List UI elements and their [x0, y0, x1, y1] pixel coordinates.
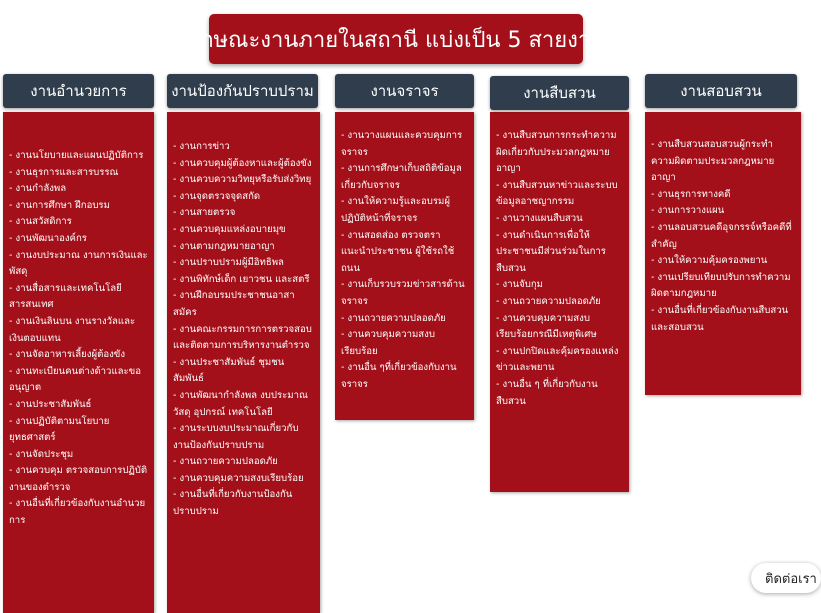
- task-item: - งานการวางแผน: [651, 205, 725, 217]
- task-item: - งานควบคุมแหล่งอบายมุข: [173, 223, 286, 235]
- task-item: - งานเงินลินบน งานรางวัลและเงินตอบแทน: [9, 315, 136, 344]
- task-item: - งานควบคุมความสงบเรียบร้อยกรณีมีเหตุพิเศษ: [496, 312, 597, 341]
- column-header-crime-prevention: งานป้องกันปราบปราม: [167, 74, 318, 108]
- administration-task-list: [9, 148, 148, 530]
- task-item: - งานควบคุมความสงบเรียบร้อย: [173, 472, 304, 484]
- column-header-traffic: งานจราจร: [335, 74, 474, 108]
- task-item: - งานอื่น ๆ ที่เกี่ยวกับงานสืบสวน: [496, 378, 598, 407]
- task-item: - งานฝึกอบรมประชาชนอาสาสมัคร: [173, 290, 295, 318]
- investigation-task-list: [496, 128, 623, 410]
- task-item: - งานการศึกษา ฝึกอบรม: [9, 199, 110, 211]
- task-item: - งานถวายความปลอดภัย: [341, 312, 446, 324]
- task-item: - งานการข่าว: [173, 141, 230, 152]
- task-item: - งานถวายความปลอดภัย: [173, 456, 278, 468]
- column-body-crime-prevention: [167, 112, 320, 613]
- task-item: - งานจับกุม: [496, 279, 543, 291]
- task-item: - งานลอบสวนคดีอุจกรรจ์หรือคดีที่สำคัญ: [651, 221, 792, 250]
- column-header-inquiry: งานสอบสวน: [645, 74, 797, 108]
- task-item: - งานพัฒนาองค์กร: [9, 232, 87, 244]
- column-body-inquiry: [645, 112, 801, 395]
- column-header-administration: งานอำนวยการ: [3, 74, 154, 108]
- task-item: - งานให้ความคุ้มครองพยาน: [651, 255, 768, 267]
- contact-us-button[interactable]: ติดต่อเรา: [751, 563, 821, 593]
- task-item: - งานอื่น ๆที่เกี่ยวข้องกับงานจราจร: [341, 362, 457, 390]
- task-item: - งานพิทักษ์เด็ก เยาวชน และสตรี: [173, 273, 310, 285]
- task-item: - งานสายตรวจ: [173, 207, 236, 219]
- crime-prevention-task-list: [173, 139, 314, 521]
- task-item: - งานปกปิดและคุ้มครองแหล่งข่าวและพยาน: [496, 345, 619, 374]
- task-item: - งานเก็บรวบรวมข่าวสารด้านจราจร: [341, 279, 465, 307]
- task-item: - งานสืบสวนหาข่าวและระบบข้อมูลอาชญากรรม: [496, 179, 618, 208]
- task-item: - งานควบคุมผู้ต้องหาและผู้ต้องขัง: [173, 157, 312, 169]
- column-body-traffic: [335, 112, 474, 420]
- task-item: - งานจัดประชุม: [9, 448, 74, 460]
- task-item: - งานตามกฎหมายอาญา: [173, 240, 275, 252]
- column-body-investigation: [490, 112, 629, 492]
- task-item: - งานจัดอาหารเลี้ยงผู้ต้องขัง: [9, 349, 126, 361]
- task-item: - งานควบคุมความสงบเรียบร้อย: [341, 329, 435, 357]
- task-item: - งานวางแผนและควบคุมการจราจร: [341, 130, 463, 158]
- diagram-title: ลักษณะงานภายในสถานี แบ่งเป็น 5 สายงาน: [209, 14, 583, 64]
- task-item: - งานสื่อสารและเทคโนโลยีสารสนเทศ: [9, 282, 122, 311]
- task-item: - งานธุรการและสารบรรณ: [9, 166, 119, 178]
- column-body-administration: [3, 112, 154, 613]
- task-item: - งานนโยบายและแผนปฏิบัติการ: [9, 150, 144, 161]
- task-item: - งานเปรียบเทียบปรับการทำความผิดตามกฎหมาย: [651, 271, 791, 300]
- task-item: - งานควบความวิทยุหรือรับส่งวิทยุ: [173, 174, 312, 186]
- task-item: - งานคณะกรรมการการตรวจสอบและติดตามการบริหารงานตำรวจ: [173, 323, 312, 352]
- task-item: - งานสืบสวนสอบสวนผู้กระทำความผิดตามประมวลกฎหมายอาญา: [651, 139, 775, 184]
- task-item: - งานพัฒนากำลังพล งบประมาณ วัสดุ อุปกรณ์ เทคโนโลยี: [173, 389, 308, 418]
- task-item: - งานให้ความรู้และอบรมผู้ปฏิบัติหน้าที่จราจร: [341, 196, 450, 224]
- task-item: - งานการศึกษาเก็บสถิติข้อมูลเกี่ยวกับจราจร: [341, 163, 462, 191]
- column-header-investigation: งานสืบสวน: [490, 76, 629, 110]
- task-item: - งานประชาสัมพันธ์: [9, 398, 92, 410]
- task-item: - งานดำเนินการเพื่อให้ประชาชนมีส่วนร่วมในการสืบสวน: [496, 229, 606, 274]
- task-item: - งานระบบงบประมาณเกี่ยวกับงานป้องกันปราบปราม: [173, 423, 299, 451]
- task-item: - งานสอดส่อง ตรวจตรา แนะนำประชาชน ผู้ใช้รถใช้ถนน: [341, 229, 455, 274]
- task-item: - งานกำลังพล: [9, 183, 67, 195]
- task-item: - งานวางแผนสืบสวน: [496, 212, 583, 224]
- task-item: - งานจุดตรวจจุดสกัด: [173, 190, 261, 202]
- task-item: - งานปฏิบัติตามนโยบายยุทธศาสตร์: [9, 415, 110, 444]
- task-item: - งานสืบสวนการกระทำความผิดเกี่ยวกับประมวลกฎหมายอาญา: [496, 130, 617, 175]
- task-item: - งานปราบปรามผู้มีอิทธิพล: [173, 257, 284, 269]
- traffic-task-list: [341, 128, 468, 394]
- task-item: - งานอื่นที่เกี่ยวข้องกับงานสืบสวนและสอบสวน: [651, 304, 789, 333]
- task-item: - งานอื่นที่เกี่ยวข้องกับงานอำนวยการ: [9, 498, 146, 527]
- task-item: - งานสวัสดิการ: [9, 216, 72, 228]
- task-item: - งานงบประมาณ งานการเงินและพัสดุ: [9, 249, 148, 278]
- task-item: - งานควบคุม ตรวจสอบการปฏิบัติงานของตำรวจ: [9, 465, 148, 493]
- task-item: - งานถวายความปลอดภัย: [496, 295, 601, 307]
- task-item: - งานทะเบียนคนต่างด้าวและขออนุญาต: [9, 365, 141, 394]
- task-item: - งานอื่นที่เกี่ยวกับงานป้องกันปราบปราม: [173, 489, 293, 518]
- task-item: - งานธุรการทางคดี: [651, 188, 731, 200]
- inquiry-task-list: [651, 137, 795, 336]
- task-item: - งานประชาสัมพันธ์ ชุมชนสัมพันธ์: [173, 356, 285, 385]
